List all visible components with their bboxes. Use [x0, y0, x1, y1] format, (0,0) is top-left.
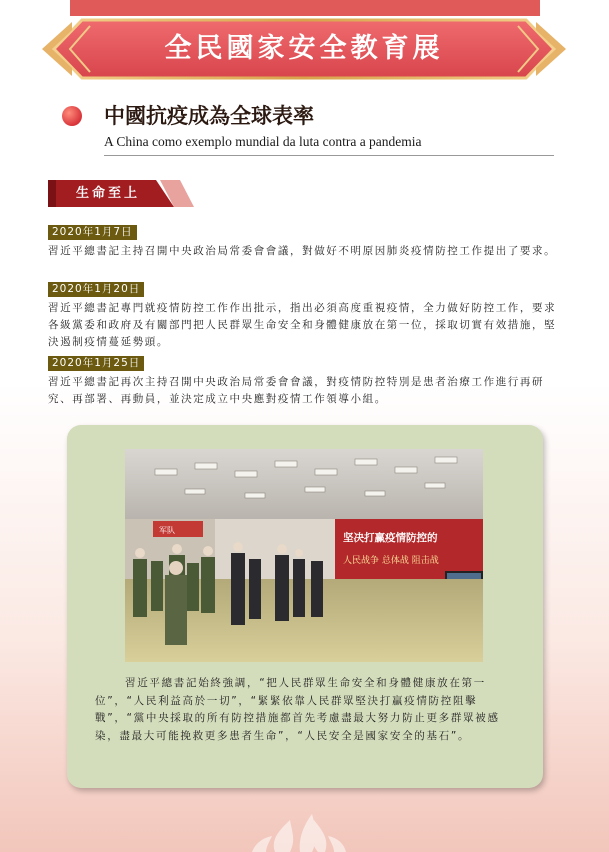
life-first-tab — [48, 180, 194, 207]
photo-caption: 習近平總書記始終強調，“把人民群眾生命安全和身體健康放在第一位”，“人民利益高於一切”，“緊緊依靠人民群眾堅決打贏疫情防控阻擊戰”，“黨中央採取的所有防控措施都首先考慮盡最大努力防止更多群眾被感染，盡最大可能挽救更多患者生命”，“人民安全是國家安全的基石”。 — [95, 677, 500, 742]
entry-text: 習近平總書記專門就疫情防控工作作出批示，指出必須高度重視疫情，全力做好防控工作，要求各級黨委和政府及有關部門把人民群眾生命安全和身體健康放在第一位，採取切實有效措施，堅決遏制疫情蔓延勢頭。 — [48, 302, 557, 348]
date-tag: 2020年1月25日 — [48, 356, 144, 371]
wall-slogan-2: 人民战争 总体战 阻击战 — [343, 556, 439, 566]
photo-panel — [67, 425, 543, 788]
entry-text: 習近平總書記主持召開中央政治局常委會會議，對做好不明原因肺炎疫情防控工作提出了要求。 — [48, 245, 557, 257]
tab-label: 生命至上 — [76, 186, 141, 201]
entry-text: 習近平總書記再次主持召開中央政治局常委會會議，對疫情防控特別是患者治療工作進行再研究、再部署、再動員，並決定成立中央應對疫情工作領導小組。 — [48, 376, 545, 405]
section-subtitle: A China como exemplo mundial da luta contra a pandemia — [104, 134, 422, 149]
timeline-entry — [48, 220, 568, 260]
section-divider — [104, 155, 554, 156]
photo-illustration — [125, 449, 483, 662]
meeting-photo — [125, 449, 483, 662]
date-tag: 2020年1月7日 — [48, 225, 137, 240]
wall-sign: 军队 — [159, 526, 175, 535]
timeline-entry — [48, 351, 568, 408]
top-band — [70, 0, 540, 16]
date-tag: 2020年1月20日 — [48, 282, 144, 297]
banner-title: 全民國家安全教育展 — [164, 33, 444, 64]
bottom-flower-decoration — [0, 810, 609, 852]
wall-slogan-1: 坚决打赢疫情防控的 — [343, 532, 438, 544]
exhibition-banner — [42, 16, 566, 82]
timeline-entry — [48, 277, 568, 351]
section-title: 中國抗疫成為全球表率 — [104, 104, 314, 128]
section-bullet-icon — [62, 106, 82, 126]
